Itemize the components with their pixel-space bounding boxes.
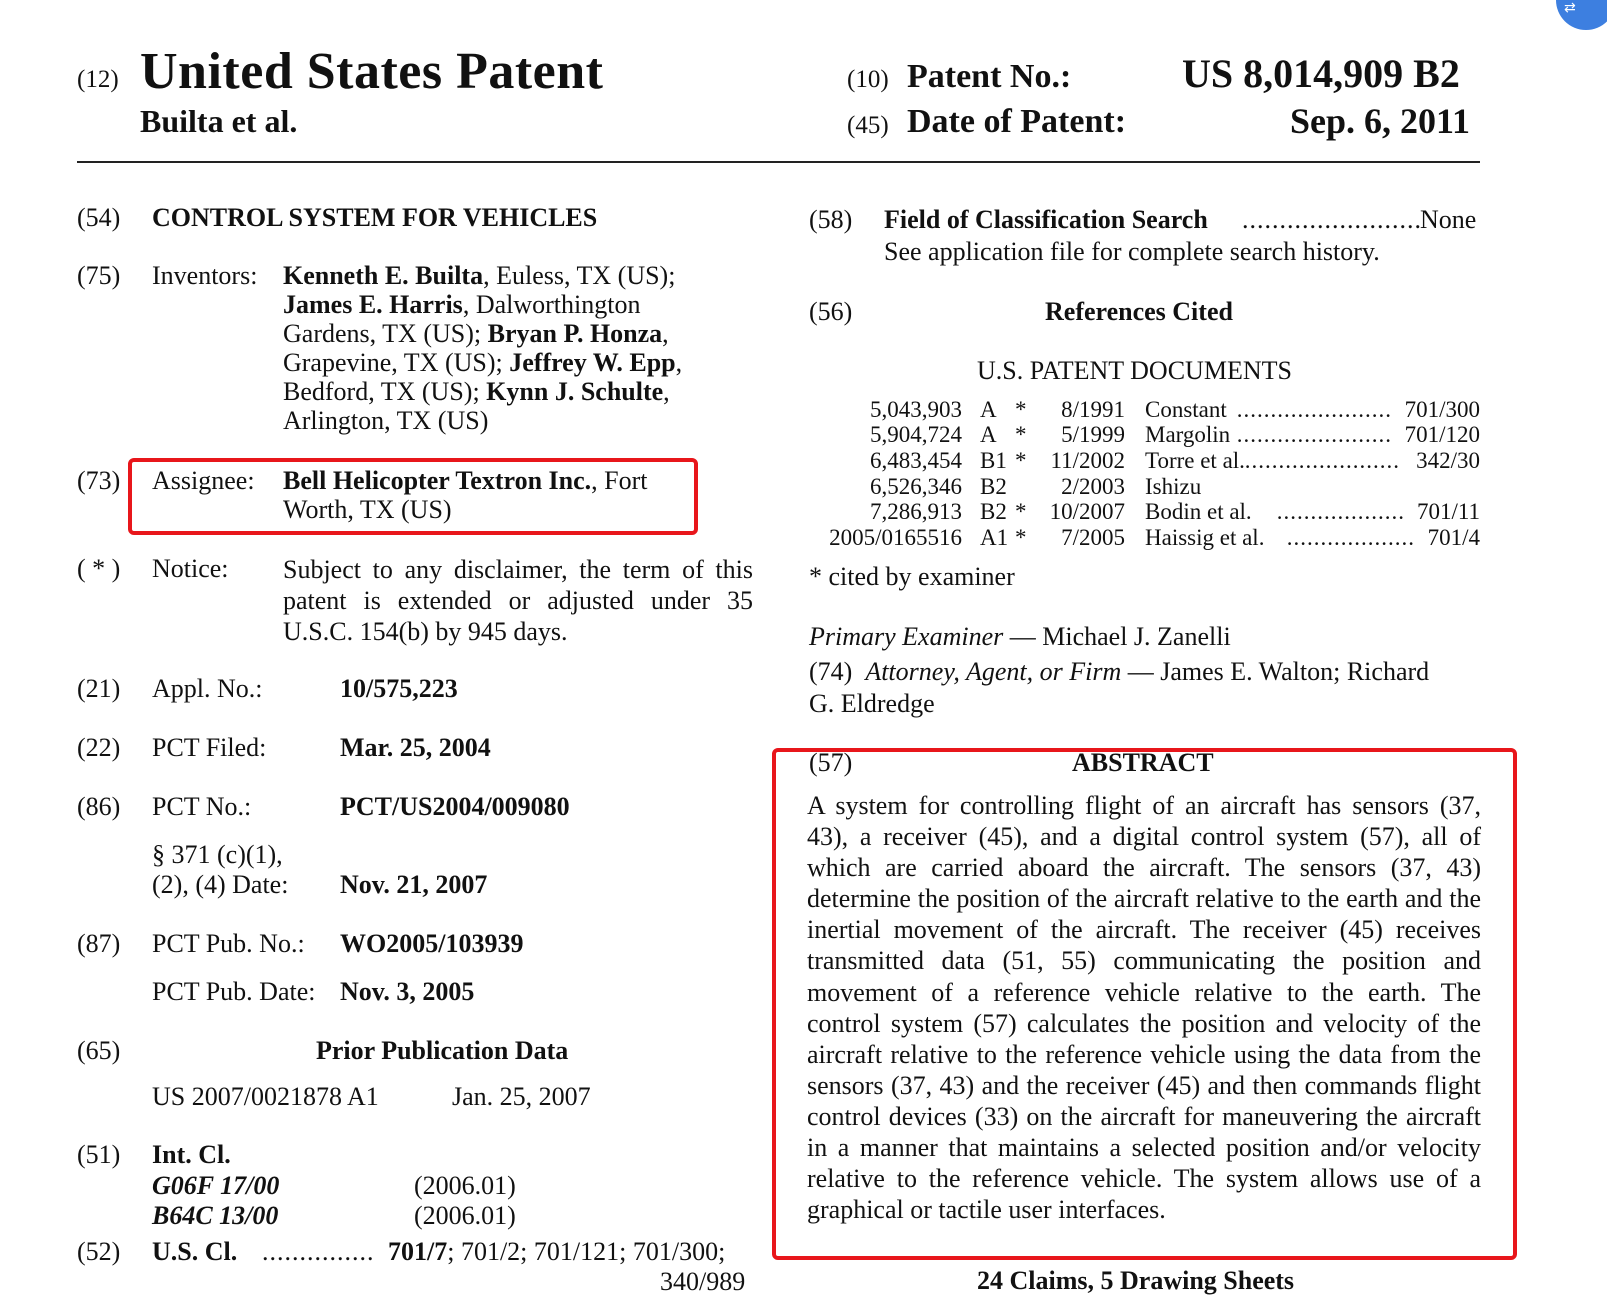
header-divider — [77, 161, 1480, 163]
refs-heading: References Cited — [1045, 297, 1233, 326]
patent-no-label: Patent No.: — [907, 58, 1072, 95]
pct-no-value: PCT/US2004/009080 — [340, 792, 570, 821]
uscl-value-line2: 340/989 — [660, 1267, 746, 1296]
code-87: (87) — [77, 929, 121, 958]
abstract-heading: ABSTRACT — [1072, 748, 1214, 777]
inventor-line: Bedford, TX (US); Kynn J. Schulte, — [283, 377, 670, 406]
pub-no-label: PCT Pub. No.: — [152, 929, 305, 958]
date-label: Date of Patent: — [907, 103, 1127, 140]
code-56: (56) — [809, 297, 853, 326]
uscl-dots: ............... — [262, 1237, 375, 1266]
code-57: (57) — [809, 748, 853, 777]
prior-date: Jan. 25, 2007 — [452, 1082, 591, 1111]
field-note: See application file for complete search history. — [884, 237, 1380, 266]
intcl-code: G06F 17/00 — [152, 1171, 280, 1200]
pub-date-label: PCT Pub. Date: — [152, 977, 316, 1006]
code-12: (12) — [77, 66, 119, 93]
reference-row: 5,904,724 A * 5/1999 Margolin ....................... 701/120 — [870, 422, 1480, 447]
patent-title: United States Patent — [140, 43, 604, 100]
notice-text: Subject to any disclaimer, the term of this patent is extended or adjusted under 35 U.S.C. 154(b) by 945 days. — [283, 555, 753, 646]
assignee-highlight-box — [128, 458, 698, 535]
assignee-value: Bell Helicopter Textron Inc., Fort Worth, TX (US) — [283, 466, 648, 524]
appl-label: Appl. No.: — [152, 674, 263, 703]
s371-line2: (2), (4) Date: — [152, 870, 289, 899]
code-21: (21) — [77, 674, 121, 703]
reference-row: 7,286,913 B2 * 10/2007 Bodin et al. ................... 701/11 — [870, 499, 1480, 524]
pct-filed-value: Mar. 25, 2004 — [340, 733, 491, 762]
inventor-line: Kenneth E. Builta, Euless, TX (US); — [283, 261, 676, 290]
pub-no-value: WO2005/103939 — [340, 929, 524, 958]
code-52: (52) — [77, 1237, 121, 1266]
code-54: (54) — [77, 203, 121, 232]
invention-title: CONTROL SYSTEM FOR VEHICLES — [152, 203, 598, 232]
code-65: (65) — [77, 1036, 121, 1065]
code-75: (75) — [77, 261, 121, 290]
reference-row: 5,043,903 A * 8/1991 Constant ....................... 701/300 — [870, 397, 1480, 422]
uscl-value: 701/7; 701/2; 701/121; 701/300; — [388, 1237, 726, 1266]
reference-row: 6,526,346 B2 2/2003 Ishizu — [870, 474, 1202, 499]
uscl-label: U.S. Cl. — [152, 1237, 238, 1266]
cited-note: * cited by examiner — [809, 562, 1015, 591]
primary-examiner: Primary Examiner — Michael J. Zanelli — [809, 622, 1231, 651]
intcl-year: (2006.01) — [414, 1171, 516, 1200]
attorney: (74) Attorney, Agent, or Firm — James E. Walton; Richard — [809, 657, 1430, 686]
authors: Builta et al. — [140, 103, 298, 139]
pct-no-label: PCT No.: — [152, 792, 252, 821]
reference-row: 2005/0165516 A1 * 7/2005 Haissig et al. ................... 701/4 — [829, 525, 1480, 550]
intcl-code: B64C 13/00 — [152, 1201, 279, 1230]
code-notice: ( * ) — [77, 554, 121, 583]
field-value: None — [1420, 205, 1477, 234]
code-22: (22) — [77, 733, 121, 762]
pub-date-value: Nov. 3, 2005 — [340, 977, 475, 1006]
inventor-line: Gardens, TX (US); Bryan P. Honza, — [283, 319, 669, 348]
inventor-line: James E. Harris, Dalworthington — [283, 290, 641, 319]
code-86: (86) — [77, 792, 121, 821]
code-10: (10) — [847, 66, 889, 93]
code-45: (45) — [847, 112, 889, 139]
patent-date: Sep. 6, 2011 — [1290, 101, 1471, 141]
inventor-line: Arlington, TX (US) — [283, 406, 489, 435]
field-label: Field of Classification Search — [884, 205, 1208, 234]
inventors-list — [283, 261, 743, 435]
abstract-text: A system for controlling flight of an aircraft has sensors (37, 43), a receiver (45), and a digital control system (57), all of which are carried aboard the aircraft. The sensors (37, 43) determine the position of the aircraft relative to the earth and the inertial movement of the aircraft. The receiver (45) receives transmitted data (51, 55) communicating the position and movement of a reference vehicle relative to the earth. The control system (57) calculates the position and velocity of the aircraft relative to the reference vehicle using the data from the sensors (37, 43) and the receiver (45) and then commands flight control devices (33) on the aircraft for maneuvering the aircraft in a manner that maintains a selected position and/or velocity relative to the reference vehicle. The system allows use of a graphical or tactile user interfaces. — [807, 791, 1481, 1225]
translate-badge[interactable] — [1556, 0, 1607, 30]
assignee-label: Assignee: — [152, 466, 255, 495]
appl-value: 10/575,223 — [340, 674, 458, 703]
patent-number: US 8,014,909 B2 — [1182, 51, 1460, 96]
translate-icon: ⇄ — [1564, 0, 1576, 16]
prior-pub: US 2007/0021878 A1 — [152, 1082, 379, 1111]
s371-value: Nov. 21, 2007 — [340, 870, 488, 899]
prior-heading: Prior Publication Data — [316, 1036, 569, 1065]
code-51: (51) — [77, 1140, 121, 1169]
abstract-highlight-box — [772, 748, 1517, 1260]
pct-filed-label: PCT Filed: — [152, 733, 267, 762]
inventor-line: Grapevine, TX (US); Jeffrey W. Epp, — [283, 348, 683, 377]
code-73: (73) — [77, 466, 121, 495]
intcl-year: (2006.01) — [414, 1201, 516, 1230]
us-docs-heading: U.S. PATENT DOCUMENTS — [977, 356, 1292, 385]
claims-summary: 24 Claims, 5 Drawing Sheets — [977, 1266, 1295, 1295]
attorney-line2: G. Eldredge — [809, 689, 935, 718]
reference-row: 6,483,454 B1 * 11/2002 Torre et al. ....................... 342/30 — [870, 448, 1480, 473]
intcl-label: Int. Cl. — [152, 1140, 231, 1169]
s371-line1: § 371 (c)(1), — [152, 840, 283, 869]
field-dots: ........................ — [1242, 205, 1422, 234]
notice-label: Notice: — [152, 554, 229, 583]
inventors-label: Inventors: — [152, 261, 258, 290]
code-58: (58) — [809, 205, 853, 234]
